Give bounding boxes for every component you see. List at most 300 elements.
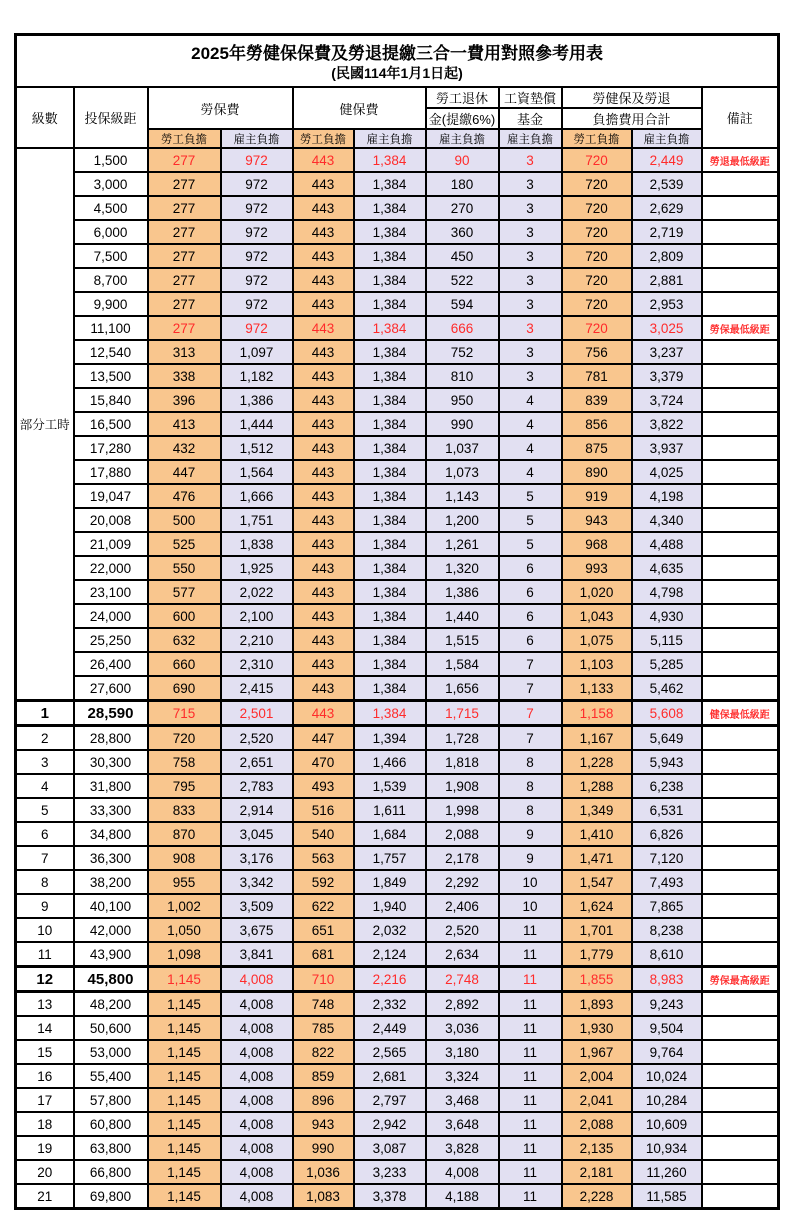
value-cell: 1,050	[148, 918, 221, 942]
value-cell: 4,008	[221, 967, 293, 992]
value-cell: 443	[293, 268, 354, 292]
value-cell: 1,145	[148, 1016, 221, 1040]
value-cell: 1,386	[426, 580, 499, 604]
bracket-cell: 24,000	[74, 604, 148, 628]
value-cell: 10,024	[632, 1064, 702, 1088]
table-row	[16, 870, 779, 894]
value-cell: 1,394	[354, 726, 426, 751]
value-cell: 3,724	[632, 388, 702, 412]
bracket-cell: 69,800	[74, 1184, 148, 1209]
value-cell: 1,384	[354, 268, 426, 292]
note-cell	[702, 436, 779, 460]
table-row	[16, 484, 779, 508]
value-cell: 1,384	[354, 388, 426, 412]
bracket-cell: 1,500	[74, 148, 148, 172]
table-row	[16, 846, 779, 870]
value-cell: 2,088	[562, 1112, 632, 1136]
note-cell	[702, 1040, 779, 1064]
value-cell: 955	[148, 870, 221, 894]
value-cell: 277	[148, 196, 221, 220]
value-cell: 720	[562, 196, 632, 220]
value-cell: 277	[148, 220, 221, 244]
level-cell: 4	[16, 774, 74, 798]
value-cell: 1,849	[354, 870, 426, 894]
value-cell: 594	[426, 292, 499, 316]
bracket-cell: 48,200	[74, 992, 148, 1017]
value-cell: 360	[426, 220, 499, 244]
note-cell	[702, 556, 779, 580]
value-cell: 3,937	[632, 436, 702, 460]
value-cell: 972	[221, 148, 293, 172]
value-cell: 4,025	[632, 460, 702, 484]
value-cell: 550	[148, 556, 221, 580]
value-cell: 720	[562, 244, 632, 268]
value-cell: 859	[293, 1064, 354, 1088]
value-cell: 1,384	[354, 340, 426, 364]
value-cell: 277	[148, 244, 221, 268]
bracket-cell: 22,000	[74, 556, 148, 580]
value-cell: 2,681	[354, 1064, 426, 1088]
value-cell: 3,675	[221, 918, 293, 942]
note-cell	[702, 822, 779, 846]
value-cell: 666	[426, 316, 499, 340]
table-row	[16, 580, 779, 604]
value-cell: 1,384	[354, 196, 426, 220]
value-cell: 758	[148, 750, 221, 774]
value-cell: 1,384	[354, 244, 426, 268]
value-cell: 2,942	[354, 1112, 426, 1136]
level-cell: 10	[16, 918, 74, 942]
header-wage-fund-bottom: 基金	[499, 108, 562, 129]
value-cell: 11	[499, 1184, 562, 1209]
value-cell: 720	[562, 292, 632, 316]
value-cell: 972	[221, 220, 293, 244]
value-cell: 2,520	[221, 726, 293, 751]
value-cell: 833	[148, 798, 221, 822]
note-cell	[702, 220, 779, 244]
value-cell: 443	[293, 604, 354, 628]
note-cell	[702, 846, 779, 870]
value-cell: 1,410	[562, 822, 632, 846]
value-cell: 1,757	[354, 846, 426, 870]
bracket-cell: 27,600	[74, 676, 148, 701]
value-cell: 1,440	[426, 604, 499, 628]
value-cell: 8,238	[632, 918, 702, 942]
value-cell: 1,083	[293, 1184, 354, 1209]
table-row	[16, 604, 779, 628]
header-level: 級數	[16, 87, 74, 148]
value-cell: 9	[499, 846, 562, 870]
value-cell: 4	[499, 388, 562, 412]
value-cell: 3,233	[354, 1160, 426, 1184]
value-cell: 2,719	[632, 220, 702, 244]
level-cell: 13	[16, 992, 74, 1017]
value-cell: 1,384	[354, 484, 426, 508]
value-cell: 2,100	[221, 604, 293, 628]
value-cell: 443	[293, 436, 354, 460]
value-cell: 2,178	[426, 846, 499, 870]
bracket-cell: 57,800	[74, 1088, 148, 1112]
bracket-cell: 23,100	[74, 580, 148, 604]
level-cell: 2	[16, 726, 74, 751]
value-cell: 277	[148, 148, 221, 172]
value-cell: 972	[221, 172, 293, 196]
table-row	[16, 292, 779, 316]
value-cell: 10,609	[632, 1112, 702, 1136]
value-cell: 4,008	[221, 1160, 293, 1184]
value-cell: 4,635	[632, 556, 702, 580]
value-cell: 10,284	[632, 1088, 702, 1112]
value-cell: 447	[148, 460, 221, 484]
note-cell	[702, 798, 779, 822]
value-cell: 11	[499, 1088, 562, 1112]
value-cell: 720	[562, 316, 632, 340]
value-cell: 3,025	[632, 316, 702, 340]
level-cell: 5	[16, 798, 74, 822]
value-cell: 3,468	[426, 1088, 499, 1112]
bracket-cell: 21,009	[74, 532, 148, 556]
bracket-cell: 33,300	[74, 798, 148, 822]
value-cell: 990	[293, 1136, 354, 1160]
value-cell: 443	[293, 532, 354, 556]
bracket-cell: 12,540	[74, 340, 148, 364]
value-cell: 1,666	[221, 484, 293, 508]
note-cell	[702, 604, 779, 628]
level-cell: 20	[16, 1160, 74, 1184]
value-cell: 7,865	[632, 894, 702, 918]
value-cell: 1,998	[426, 798, 499, 822]
bracket-cell: 16,500	[74, 412, 148, 436]
bracket-cell: 60,800	[74, 1112, 148, 1136]
value-cell: 4,930	[632, 604, 702, 628]
value-cell: 715	[148, 701, 221, 726]
table-row	[16, 172, 779, 196]
value-cell: 525	[148, 532, 221, 556]
value-cell: 3	[499, 364, 562, 388]
note-cell	[702, 532, 779, 556]
value-cell: 2,914	[221, 798, 293, 822]
value-cell: 2,629	[632, 196, 702, 220]
bracket-cell: 38,200	[74, 870, 148, 894]
value-cell: 950	[426, 388, 499, 412]
value-cell: 1,564	[221, 460, 293, 484]
value-cell: 540	[293, 822, 354, 846]
value-cell: 3,509	[221, 894, 293, 918]
value-cell: 4,008	[221, 992, 293, 1017]
value-cell: 690	[148, 676, 221, 701]
level-cell: 1	[16, 701, 74, 726]
note-cell	[702, 340, 779, 364]
value-cell: 2,565	[354, 1040, 426, 1064]
value-cell: 1,384	[354, 580, 426, 604]
value-cell: 4,008	[221, 1064, 293, 1088]
level-cell: 19	[16, 1136, 74, 1160]
value-cell: 1,182	[221, 364, 293, 388]
value-cell: 277	[148, 268, 221, 292]
value-cell: 270	[426, 196, 499, 220]
value-cell: 3,841	[221, 942, 293, 967]
table-row	[16, 628, 779, 652]
header-pension-employer-share: 雇主負擔	[426, 129, 499, 148]
value-cell: 2,088	[426, 822, 499, 846]
value-cell: 890	[562, 460, 632, 484]
value-cell: 5,462	[632, 676, 702, 701]
value-cell: 6,238	[632, 774, 702, 798]
value-cell: 8	[499, 750, 562, 774]
header-health-insurance: 健保費	[293, 87, 426, 129]
value-cell: 3,379	[632, 364, 702, 388]
note-cell	[702, 676, 779, 701]
value-cell: 1,384	[354, 676, 426, 701]
note-cell	[702, 628, 779, 652]
note-cell	[702, 774, 779, 798]
bracket-cell: 43,900	[74, 942, 148, 967]
value-cell: 1,384	[354, 532, 426, 556]
table-row	[16, 822, 779, 846]
bracket-cell: 40,100	[74, 894, 148, 918]
value-cell: 3,180	[426, 1040, 499, 1064]
value-cell: 10,934	[632, 1136, 702, 1160]
value-cell: 413	[148, 412, 221, 436]
value-cell: 720	[562, 220, 632, 244]
bracket-cell: 17,280	[74, 436, 148, 460]
table-row	[16, 412, 779, 436]
header-bracket: 投保級距	[74, 87, 148, 148]
value-cell: 1,384	[354, 148, 426, 172]
value-cell: 6	[499, 604, 562, 628]
value-cell: 1,384	[354, 652, 426, 676]
value-cell: 7	[499, 726, 562, 751]
table-row	[16, 726, 779, 751]
value-cell: 2,953	[632, 292, 702, 316]
value-cell: 1,145	[148, 1040, 221, 1064]
value-cell: 943	[293, 1112, 354, 1136]
value-cell: 2,292	[426, 870, 499, 894]
bracket-cell: 42,000	[74, 918, 148, 942]
value-cell: 10	[499, 870, 562, 894]
value-cell: 1,145	[148, 967, 221, 992]
table-row	[16, 556, 779, 580]
value-cell: 11	[499, 942, 562, 967]
value-cell: 11	[499, 918, 562, 942]
value-cell: 443	[293, 148, 354, 172]
bracket-cell: 28,800	[74, 726, 148, 751]
note-cell	[702, 1112, 779, 1136]
note-cell	[702, 1160, 779, 1184]
value-cell: 1,471	[562, 846, 632, 870]
value-cell: 896	[293, 1088, 354, 1112]
value-cell: 752	[426, 340, 499, 364]
value-cell: 3,087	[354, 1136, 426, 1160]
level-cell: 18	[16, 1112, 74, 1136]
value-cell: 1,656	[426, 676, 499, 701]
value-cell: 338	[148, 364, 221, 388]
value-cell: 3,036	[426, 1016, 499, 1040]
value-cell: 5	[499, 484, 562, 508]
value-cell: 3,822	[632, 412, 702, 436]
value-cell: 443	[293, 340, 354, 364]
table-row	[16, 1064, 779, 1088]
bracket-cell: 6,000	[74, 220, 148, 244]
table-row	[16, 532, 779, 556]
header-total-employer-share: 雇主負擔	[632, 129, 702, 148]
value-cell: 1,925	[221, 556, 293, 580]
value-cell: 5	[499, 508, 562, 532]
value-cell: 443	[293, 484, 354, 508]
value-cell: 968	[562, 532, 632, 556]
value-cell: 710	[293, 967, 354, 992]
value-cell: 1,384	[354, 508, 426, 532]
fee-reference-table	[14, 33, 780, 1210]
value-cell: 4,008	[221, 1016, 293, 1040]
value-cell: 3	[499, 172, 562, 196]
value-cell: 443	[293, 652, 354, 676]
level-cell: 12	[16, 967, 74, 992]
value-cell: 7	[499, 701, 562, 726]
value-cell: 1,384	[354, 701, 426, 726]
value-cell: 4,008	[221, 1088, 293, 1112]
title-cell	[16, 35, 779, 88]
value-cell: 7,120	[632, 846, 702, 870]
value-cell: 3	[499, 292, 562, 316]
bracket-cell: 63,800	[74, 1136, 148, 1160]
bracket-cell: 28,590	[74, 701, 148, 726]
value-cell: 563	[293, 846, 354, 870]
value-cell: 470	[293, 750, 354, 774]
table-row	[16, 508, 779, 532]
header-total-top: 勞健保及勞退	[562, 87, 702, 108]
note-cell	[702, 388, 779, 412]
bracket-cell: 3,000	[74, 172, 148, 196]
value-cell: 839	[562, 388, 632, 412]
value-cell: 3,828	[426, 1136, 499, 1160]
value-cell: 11	[499, 1112, 562, 1136]
value-cell: 870	[148, 822, 221, 846]
table-row	[16, 1088, 779, 1112]
note-cell	[702, 894, 779, 918]
value-cell: 720	[148, 726, 221, 751]
value-cell: 720	[562, 172, 632, 196]
value-cell: 785	[293, 1016, 354, 1040]
table-row	[16, 894, 779, 918]
title-row	[16, 35, 779, 88]
value-cell: 2,216	[354, 967, 426, 992]
value-cell: 2,022	[221, 580, 293, 604]
note-cell	[702, 412, 779, 436]
level-cell: 7	[16, 846, 74, 870]
value-cell: 4,198	[632, 484, 702, 508]
value-cell: 1,384	[354, 412, 426, 436]
value-cell: 3	[499, 220, 562, 244]
value-cell: 9,504	[632, 1016, 702, 1040]
value-cell: 1,940	[354, 894, 426, 918]
note-cell	[702, 942, 779, 967]
value-cell: 720	[562, 148, 632, 172]
value-cell: 443	[293, 412, 354, 436]
value-cell: 972	[221, 196, 293, 220]
value-cell: 1,145	[148, 1088, 221, 1112]
value-cell: 943	[562, 508, 632, 532]
value-cell: 1,145	[148, 1160, 221, 1184]
header-wage-fund-employer-share: 雇主負擔	[499, 129, 562, 148]
level-cell: 14	[16, 1016, 74, 1040]
value-cell: 6	[499, 628, 562, 652]
value-cell: 972	[221, 244, 293, 268]
value-cell: 2,881	[632, 268, 702, 292]
table-row	[16, 942, 779, 967]
value-cell: 8	[499, 774, 562, 798]
page-subtitle: (民國114年1月1日起)	[331, 65, 463, 82]
value-cell: 990	[426, 412, 499, 436]
value-cell: 781	[562, 364, 632, 388]
value-cell: 3,045	[221, 822, 293, 846]
value-cell: 443	[293, 628, 354, 652]
bracket-cell: 13,500	[74, 364, 148, 388]
level-cell: 16	[16, 1064, 74, 1088]
table-row	[16, 918, 779, 942]
value-cell: 3,342	[221, 870, 293, 894]
table-row	[16, 676, 779, 701]
bracket-cell: 31,800	[74, 774, 148, 798]
value-cell: 1,930	[562, 1016, 632, 1040]
value-cell: 4,188	[426, 1184, 499, 1209]
note-cell	[702, 268, 779, 292]
note-cell	[702, 1136, 779, 1160]
value-cell: 2,892	[426, 992, 499, 1017]
note-cell	[702, 1088, 779, 1112]
note-cell	[702, 918, 779, 942]
value-cell: 516	[293, 798, 354, 822]
note-cell	[702, 726, 779, 751]
value-cell: 1,539	[354, 774, 426, 798]
bracket-cell: 19,047	[74, 484, 148, 508]
bracket-cell: 4,500	[74, 196, 148, 220]
table-row	[16, 460, 779, 484]
value-cell: 432	[148, 436, 221, 460]
table-row	[16, 196, 779, 220]
value-cell: 1,384	[354, 628, 426, 652]
note-cell: 勞退最低級距	[702, 148, 779, 172]
table-row	[16, 220, 779, 244]
table-row	[16, 1160, 779, 1184]
table-row	[16, 750, 779, 774]
value-cell: 11	[499, 1016, 562, 1040]
table-row	[16, 652, 779, 676]
value-cell: 1,145	[148, 1136, 221, 1160]
note-cell	[702, 870, 779, 894]
value-cell: 1,838	[221, 532, 293, 556]
value-cell: 443	[293, 701, 354, 726]
value-cell: 1,384	[354, 604, 426, 628]
value-cell: 1,073	[426, 460, 499, 484]
value-cell: 1,384	[354, 316, 426, 340]
bracket-cell: 66,800	[74, 1160, 148, 1184]
table-row	[16, 388, 779, 412]
page-title: 2025年勞健保保費及勞退提繳三合一費用對照參考用表	[191, 43, 603, 63]
bracket-cell: 15,840	[74, 388, 148, 412]
value-cell: 972	[221, 268, 293, 292]
bracket-cell: 30,300	[74, 750, 148, 774]
note-cell	[702, 750, 779, 774]
note-cell: 勞保最低級距	[702, 316, 779, 340]
value-cell: 720	[562, 268, 632, 292]
value-cell: 3,176	[221, 846, 293, 870]
note-cell	[702, 580, 779, 604]
header-total-bottom: 負擔費用合計	[562, 108, 702, 129]
note-cell	[702, 364, 779, 388]
value-cell: 443	[293, 220, 354, 244]
table-row	[16, 1112, 779, 1136]
